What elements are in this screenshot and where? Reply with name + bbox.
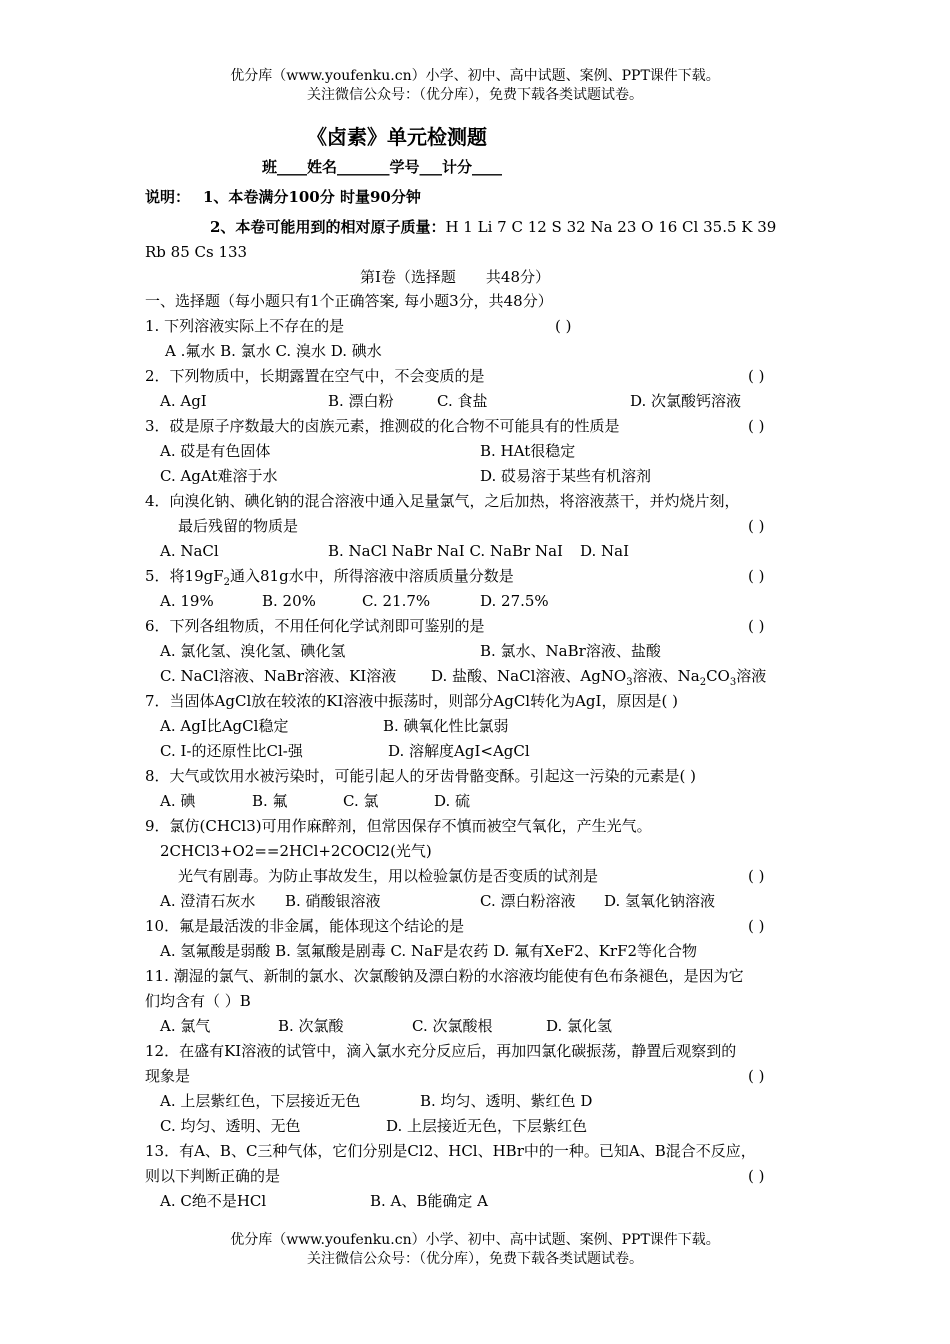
q4-option-a: A. NaCl	[160, 542, 219, 560]
q6-stem: 6．下列各组物质，不用任何化学试剂即可鉴别的是	[145, 617, 485, 635]
page-footer-line2: 关注微信公众号：（优分库），免费下载各类试题试卷。	[307, 1251, 643, 1267]
q6-d-mid2: CO	[706, 667, 730, 685]
q3-stem: 3．砹是原子序数最大的卤族元素，推测砹的化合物不可能具有的性质是	[145, 417, 620, 435]
q7-option-c: C. I-的还原性比Cl-强	[160, 742, 303, 760]
q6-d-sub3: 3	[729, 677, 737, 688]
q3-answer-paren: ( )	[748, 417, 765, 435]
q4-answer-paren: ( )	[748, 517, 765, 535]
q5-option-b: B. 20%	[262, 592, 316, 610]
q5-stem-sub: 2	[223, 577, 231, 588]
page-header-line2: 关注微信公众号：（优分库），免费下载各类试题试卷。	[307, 87, 643, 103]
q13-option-b: B. A、B能确定 A	[370, 1192, 489, 1210]
q6-d-post: 溶液	[736, 667, 767, 685]
student-info-line: 班____姓名_______学号___计分____	[262, 158, 503, 176]
q9-option-d: D. 氢氧化钠溶液	[604, 892, 716, 910]
q2-answer-paren: ( )	[748, 367, 765, 385]
note-2	[210, 217, 776, 237]
q12-stem: 12．在盛有KI溶液的试管中，滴入氯水充分反应后，再加四氯化碳振荡，静置后观察到的	[145, 1042, 737, 1060]
q12-option-b: B. 均匀、透明、紫红色 D	[420, 1092, 593, 1110]
q8-option-c: C. 氯	[343, 792, 379, 810]
q3-option-a: A. 砹是有色固体	[160, 442, 271, 460]
q11-stem: 11. 潮湿的氯气、新制的氯水、次氯酸钠及漂白粉的水溶液均能使有色布条褪色，是因为它	[145, 967, 744, 985]
q5-stem	[145, 566, 514, 586]
q6-option-c: C. NaCl溶液、NaBr溶液、KI溶液	[160, 667, 397, 685]
q13-stem-continued: 则以下判断正确的是	[145, 1167, 281, 1185]
q9-answer-paren: ( )	[748, 867, 765, 885]
q6-d-pre: D. 盐酸、NaCl溶液、AgNO	[431, 667, 627, 685]
notes-label: 说明：	[145, 188, 191, 206]
q8-option-b: B. 氟	[252, 792, 288, 810]
note-2-masses: H 1 Li 7 C 12 S 32 Na 23 O 16 Cl 35.5 K 39	[445, 218, 777, 236]
q9-equation: 2CHCl3+O2==2HCl+2COCl2(光气)	[160, 842, 432, 860]
q4-stem-continued: 最后残留的物质是	[178, 517, 299, 535]
q1-options: A .氟水 B. 氯水 C. 溴水 D. 碘水	[165, 342, 382, 360]
q5-option-c: C. 21.7%	[362, 592, 431, 610]
note-1: 1、本卷满分100分 时量90分钟	[203, 188, 421, 206]
document-title: 《卤素》单元检测题	[307, 125, 487, 149]
q10-stem: 10．氟是最活泼的非金属，能体现这个结论的是	[145, 917, 465, 935]
q7-option-b: B. 碘氧化性比氯弱	[383, 717, 509, 735]
q3-option-c: C. AgAt难溶于水	[160, 467, 278, 485]
q5-option-a: A. 19%	[160, 592, 214, 610]
q5-answer-paren: ( )	[748, 567, 765, 585]
q4-stem: 4．向溴化钠、碘化钠的混合溶液中通入足量氯气，之后加热，将溶液蒸干，并灼烧片刻，	[145, 492, 740, 510]
q9-option-c: C. 漂白粉溶液	[480, 892, 576, 910]
q11-option-b: B. 次氯酸	[278, 1017, 344, 1035]
q2-option-a: A. AgI	[160, 392, 207, 410]
q9-option-b: B. 硝酸银溶液	[285, 892, 381, 910]
q6-option-d	[431, 666, 766, 686]
q13-answer-paren: ( )	[748, 1167, 765, 1185]
q2-stem: 2．下列物质中，长期露置在空气中，不会变质的是	[145, 367, 485, 385]
q6-d-sub2: 2	[699, 677, 707, 688]
q12-stem-continued: 现象是	[145, 1067, 191, 1085]
q12-option-d: D. 上层接近无色，下层紫红色	[386, 1117, 588, 1135]
q9-stem-continued: 光气有剧毒。为防止事故发生，用以检验氯仿是否变质的试剂是	[178, 867, 599, 885]
q4-option-d: D. NaI	[580, 542, 630, 560]
q11-option-d: D. 氯化氢	[546, 1017, 613, 1035]
q2-option-c: C. 食盐	[437, 392, 488, 410]
q8-stem: 8．大气或饮用水被污染时，可能引起人的牙齿骨骼变酥。引起这一污染的元素是( )	[145, 767, 697, 785]
q11-stem-continued: 们均含有（ ）B	[145, 992, 251, 1010]
note-2-label: 2、本卷可能用到的相对原子质量：	[210, 218, 446, 236]
q13-stem: 13．有A、B、C三种气体，它们分别是Cl2、HCl、HBr中的一种。已知A、B混合不反应，	[145, 1142, 756, 1160]
q2-option-d: D. 次氯酸钙溶液	[630, 392, 742, 410]
q7-option-a: A. AgI比AgCl稳定	[160, 717, 289, 735]
q5-stem-pre: 5．将19gF	[145, 567, 224, 585]
q5-option-d: D. 27.5%	[480, 592, 549, 610]
q8-option-d: D. 硫	[434, 792, 471, 810]
q7-stem: 7．当固体AgCl放在较浓的KI溶液中振荡时，则部分AgCl转化为AgI，原因是( )	[145, 692, 678, 710]
q6-option-b: B. 氯水、NaBr溶液、盐酸	[480, 642, 661, 660]
q4-option-bc: B. NaCl NaBr NaI C. NaBr NaI	[328, 542, 563, 560]
q1-answer-paren: ( )	[555, 317, 572, 335]
q3-option-b: B. HAt很稳定	[480, 442, 576, 460]
page-header-line1: 优分库（www.youfenku.cn）小学、初中、高中试题、案例、PPT课件下载。	[230, 68, 720, 84]
q3-option-d: D. 砹易溶于某些有机溶剂	[480, 467, 652, 485]
q10-options: A. 氢氟酸是弱酸 B. 氢氟酸是剧毒 C. NaF是农药 D. 氟有XeF2、KrF2等化合物	[160, 942, 698, 960]
q12-answer-paren: ( )	[748, 1067, 765, 1085]
q6-d-sub1: 3	[626, 677, 633, 688]
q6-option-a: A. 氯化氢、溴化氢、碘化氢	[160, 642, 346, 660]
page-footer-line1: 优分库（www.youfenku.cn）小学、初中、高中试题、案例、PPT课件下载。	[230, 1232, 720, 1248]
part1-heading: 一、选择题（每小题只有1个正确答案, 每小题3分，共48分）	[145, 292, 553, 310]
q6-answer-paren: ( )	[748, 617, 765, 635]
q10-answer-paren: ( )	[748, 917, 765, 935]
q6-d-mid: 溶液、Na	[632, 667, 700, 685]
q9-stem: 9．氯仿(CHCl3)可用作麻醉剂，但常因保存不慎而被空气氧化，产生光气。	[145, 817, 652, 835]
q9-option-a: A. 澄清石灰水	[160, 892, 256, 910]
q1-stem: 1. 下列溶液实际上不存在的是	[145, 317, 345, 335]
q5-stem-post: 通入81g水中，所得溶液中溶质质量分数是	[230, 567, 514, 585]
section-title: 第Ⅰ卷（选择题 共48分）	[360, 268, 551, 286]
q2-option-b: B. 漂白粉	[328, 392, 394, 410]
q12-option-c: C. 均匀、透明、无色	[160, 1117, 301, 1135]
q13-option-a: A. C绝不是HCl	[160, 1192, 267, 1210]
q7-option-d: D. 溶解度AgI<AgCl	[388, 742, 530, 760]
q11-option-a: A. 氯气	[160, 1017, 211, 1035]
q11-option-c: C. 次氯酸根	[412, 1017, 493, 1035]
q8-option-a: A. 碘	[160, 792, 196, 810]
note-2-continued: Rb 85 Cs 133	[145, 243, 248, 261]
q12-option-a: A. 上层紫红色，下层接近无色	[160, 1092, 361, 1110]
